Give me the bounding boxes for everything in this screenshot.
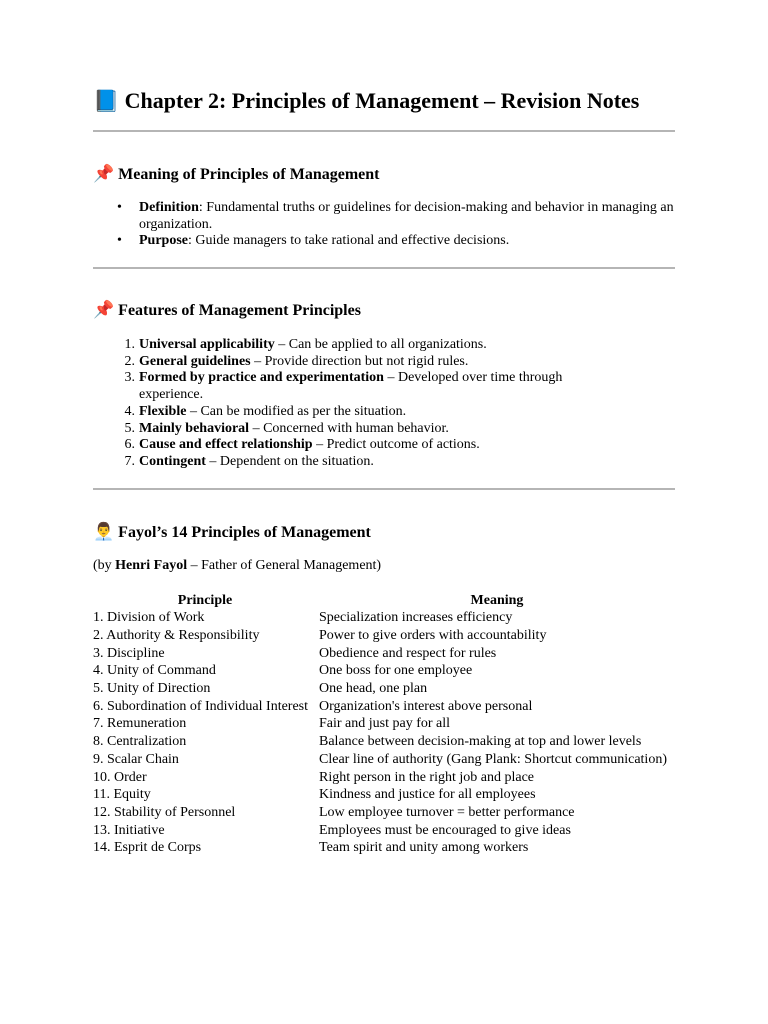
table-row	[92, 751, 676, 769]
fayol-intro: (by Henri Fayol – Father of General Management)	[93, 558, 382, 573]
table-row	[92, 787, 676, 805]
meaning-cell: Organization's interest above personal	[319, 698, 533, 714]
notebook-icon: 📘	[93, 89, 120, 113]
meaning-cell: Power to give orders with accountability	[319, 627, 547, 643]
table-row	[92, 804, 676, 822]
list-item: 3. Formed by practice and experimentation – Developed over time through experience.	[124, 370, 563, 403]
principle-cell: 14. Esprit de Corps	[93, 840, 202, 856]
divider	[93, 488, 675, 490]
principle-cell: 8. Centralization	[93, 734, 187, 750]
principle-cell: 13. Initiative	[93, 822, 165, 838]
principle-cell: 7. Remuneration	[93, 716, 187, 732]
table-row	[92, 645, 676, 663]
features-list	[124, 337, 629, 471]
pin-icon: 📌	[93, 164, 115, 184]
table-row	[92, 698, 676, 716]
meaning-cell: Obedience and respect for rules	[319, 645, 497, 661]
page-title-text: Chapter 2: Principles of Management – Revision Notes	[124, 88, 640, 113]
pin-icon: 📌	[93, 300, 115, 320]
divider	[93, 267, 675, 269]
meaning-cell: One head, one plan	[319, 681, 428, 697]
meaning-cell: Low employee turnover = better performance	[319, 804, 575, 820]
principle-cell: 1. Division of Work	[93, 610, 205, 626]
table-row	[92, 681, 676, 699]
principle-cell: 9. Scalar Chain	[93, 751, 179, 767]
list-item: 5. Mainly behavioral – Concerned with human behavior.	[124, 420, 449, 436]
table-row	[92, 734, 676, 752]
person-icon: 👨‍💼	[93, 522, 115, 542]
principle-cell: 11. Equity	[93, 787, 151, 803]
list-item: 1. Universal applicability – Can be applied to all organizations.	[124, 337, 487, 352]
table-row	[92, 627, 676, 645]
list-item: 7. Contingent – Dependent on the situation.	[124, 453, 374, 469]
list-item: 4. Flexible – Can be modified as per the situation.	[124, 403, 407, 419]
table-row	[92, 610, 676, 628]
principles-table	[92, 592, 676, 858]
table-row	[92, 822, 676, 840]
table-row	[92, 840, 676, 858]
meaning-list	[117, 200, 679, 250]
table-row	[92, 769, 676, 787]
meaning-cell: Kindness and justice for all employees	[319, 787, 536, 803]
table-row	[92, 716, 676, 734]
meaning-cell: Specialization increases efficiency	[319, 610, 513, 626]
divider	[93, 130, 675, 132]
principle-cell: 6. Subordination of Individual Interest	[93, 698, 309, 714]
section-heading-features: 📌 Features of Management Principles	[93, 300, 361, 320]
table-header-row	[92, 592, 676, 610]
page-title	[93, 86, 639, 116]
section-heading-meaning: 📌 Meaning of Principles of Management	[93, 164, 380, 184]
list-item: • Purpose: Guide managers to take rational and effective decisions.	[117, 233, 510, 249]
principle-cell: 3. Discipline	[93, 645, 165, 661]
list-item: 6. Cause and effect relationship – Predict outcome of actions.	[124, 437, 480, 453]
meaning-cell: Employees must be encouraged to give ideas	[319, 822, 571, 838]
principle-cell: 4. Unity of Command	[93, 663, 216, 679]
principle-cell: 10. Order	[93, 769, 147, 785]
column-header-meaning: Meaning	[470, 593, 524, 608]
principle-cell: 5. Unity of Direction	[93, 681, 211, 697]
principle-cell: 2. Authority & Responsibility	[93, 627, 260, 643]
column-header-principle: Principle	[177, 593, 233, 608]
principle-cell: 12. Stability of Personnel	[93, 804, 236, 820]
table-row	[92, 663, 676, 681]
meaning-cell: Balance between decision-making at top and lower levels	[319, 734, 642, 750]
meaning-cell: One boss for one employee	[319, 663, 473, 679]
meaning-cell: Team spirit and unity among workers	[319, 840, 529, 856]
list-item: • Definition: Fundamental truths or guidelines for decision-making and behavior in managing an organization.	[117, 200, 674, 232]
section-heading-fayol: 👨‍💼 Fayol’s 14 Principles of Management	[93, 522, 371, 542]
meaning-cell: Fair and just pay for all	[319, 716, 451, 732]
meaning-cell: Right person in the right job and place	[319, 769, 535, 785]
meaning-cell: Clear line of authority (Gang Plank: Shortcut communication)	[319, 751, 667, 767]
list-item: 2. General guidelines – Provide direction but not rigid rules.	[124, 353, 469, 369]
